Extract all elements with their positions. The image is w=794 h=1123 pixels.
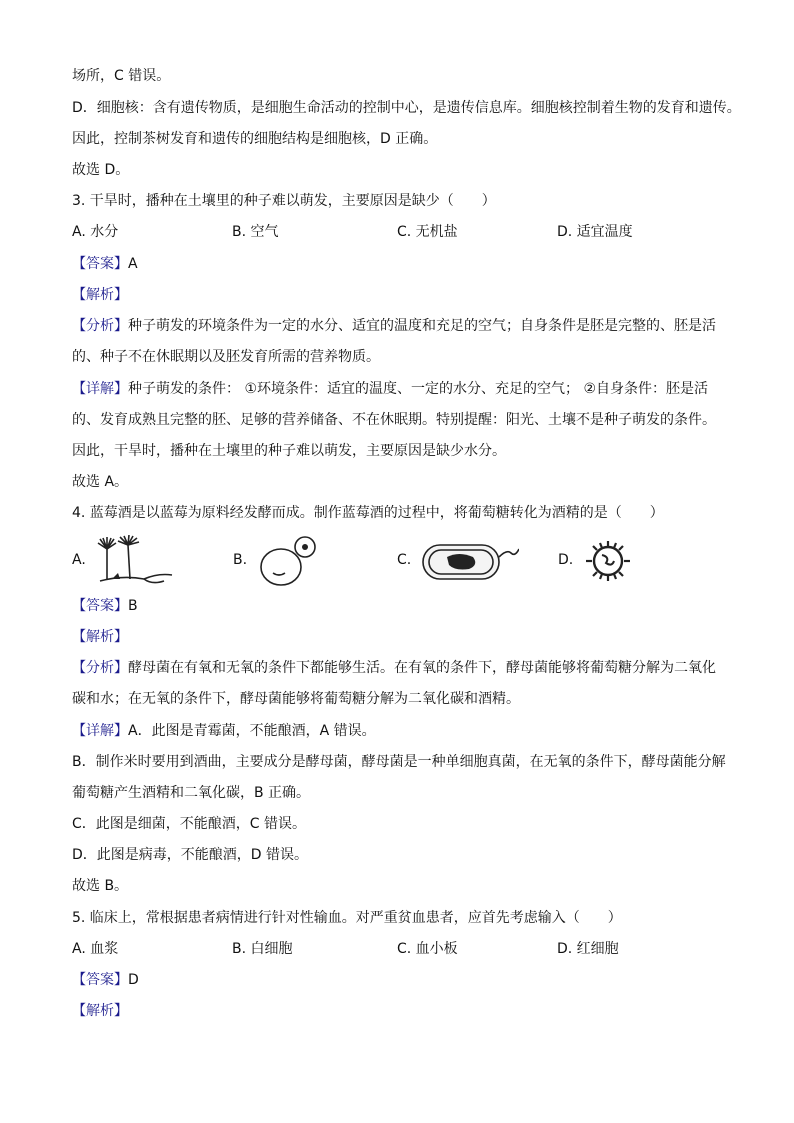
text-line: B．制作米时要用到酒曲，主要成分是酵母菌，酵母菌是一种单细胞真菌，在无氧的条件下，酵母菌能分解 [72, 754, 726, 770]
text-line: D．此图是病毒，不能酿酒，D 错误。 [72, 847, 309, 863]
option-b: B. [233, 535, 353, 590]
answer-value: B [128, 598, 138, 614]
answer-value: D [128, 972, 139, 988]
text-line: 碳和水；在无氧的条件下，酵母菌能够将葡萄糖分解为二氧化碳和酒精。 [72, 691, 520, 707]
option-c: C. 血小板 [397, 941, 458, 957]
answer-tag: 【答案】 [72, 972, 128, 988]
jiexi-tag: 【解析】 [72, 287, 128, 303]
analysis-line: 【分析】酵母菌在有氧和无氧的条件下都能够生活。在有氧的条件下，酵母菌能够将葡萄糖分解为二氧化 [72, 660, 716, 676]
detail-line: 【详解】A．此图是青霉菌，不能酿酒，A 错误。 [72, 723, 376, 739]
question-3-stem: 3. 干旱时，播种在土壤里的种子难以萌发，主要原因是缺少（ ） [72, 193, 496, 209]
virus-icon [580, 537, 636, 585]
jiexi-tag: 【解析】 [72, 629, 128, 645]
text-line: 的、发育成熟且完整的胚、足够的营养储备、不在休眠期。特别提醒：阳光、土壤不是种子萌发的条件。 [72, 412, 716, 428]
option-d: D. 红细胞 [557, 941, 619, 957]
text-line: 的、种子不在休眠期以及胚发育所需的营养物质。 [72, 349, 380, 365]
text-line: 故选 D。 [72, 162, 130, 178]
option-a: A. 水分 [72, 224, 119, 240]
question-4-stem: 4. 蓝莓酒是以蓝莓为原料经发酵而成。制作蓝莓酒的过程中，将葡萄糖转化为酒精的是（ ） [72, 505, 664, 521]
fenxi-tag: 【分析】 [72, 660, 128, 676]
xiangjie-tag: 【详解】 [72, 723, 128, 739]
text-line: C．此图是细菌，不能酿酒，C 错误。 [72, 816, 307, 832]
conclusion: 故选 B。 [72, 878, 129, 894]
text-line: 因此，干旱时，播种在土壤里的种子难以萌发，主要原因是缺少水分。 [72, 443, 506, 459]
question-5-options [72, 939, 732, 959]
option-c: C. 无机盐 [397, 224, 458, 240]
answer-line [72, 970, 139, 990]
option-d: D. [558, 535, 658, 590]
option-c: C. [397, 535, 537, 590]
option-a: A. 血浆 [72, 941, 119, 957]
fenxi-tag: 【分析】 [72, 318, 128, 334]
analysis-line: 【分析】种子萌发的环境条件为一定的水分、适宜的温度和充足的空气；自身条件是胚是完整的、胚是活 [72, 318, 716, 334]
answer-tag: 【答案】 [72, 256, 128, 272]
option-b: B. 空气 [232, 224, 279, 240]
bacterium-icon [419, 535, 519, 587]
detail-line: 【详解】种子萌发的条件： ①环境条件：适宜的温度、一定的水分、充足的空气； ②自身条件：胚是活 [72, 381, 708, 397]
text-line: 因此，控制茶树发育和遗传的细胞结构是细胞核，D 正确。 [72, 131, 438, 147]
text-line: D．细胞核：含有遗传物质，是细胞生命活动的控制中心，是遗传信息库。细胞核控制着生物的发育和遗传。 [72, 100, 741, 116]
question-3-options [72, 222, 732, 242]
option-b: B. 白细胞 [232, 941, 293, 957]
text-line: 葡萄糖产生酒精和二氧化碳，B 正确。 [72, 785, 311, 801]
yeast-icon [253, 535, 333, 587]
option-a: A. [72, 535, 192, 590]
penicillium-icon [92, 535, 182, 587]
conclusion: 故选 A。 [72, 474, 129, 490]
answer-value: A [128, 256, 138, 272]
answer-line [72, 254, 138, 274]
answer-line [72, 596, 138, 616]
xiangjie-tag: 【详解】 [72, 381, 128, 397]
question-5-stem: 5. 临床上，常根据患者病情进行针对性输血。对严重贫血患者，应首先考虑输入（ ） [72, 910, 622, 926]
option-d: D. 适宜温度 [557, 224, 633, 240]
answer-tag: 【答案】 [72, 598, 128, 614]
jiexi-tag: 【解析】 [72, 1003, 128, 1019]
text-line: 场所，C 错误。 [72, 68, 171, 84]
